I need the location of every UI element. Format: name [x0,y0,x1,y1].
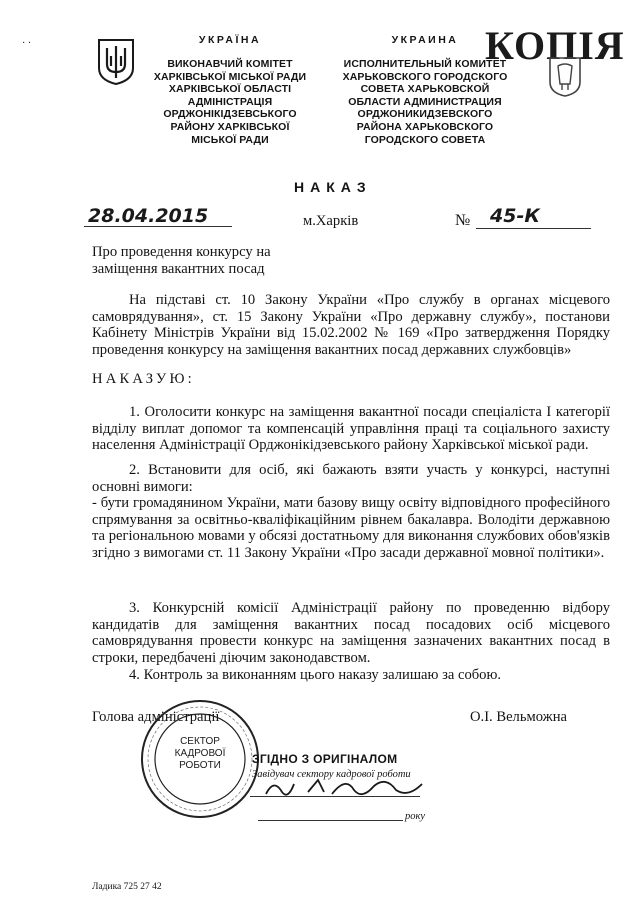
seal-line: КАДРОВОЇ [174,748,226,759]
item-2-requirements: - бути громадянином України, мати базову вищу освіту відповідного професійного спрямування за освітньо-кваліфікаційним рівнем бакалавра. Володіти державною та регіональною мовами у обсязі достатньому для виконання службових обов'язків згідно з вимогами ст. 11 Закону України «Про засади державної мовної політики». [92,495,610,561]
number-line [476,228,591,229]
item-4: 4. Контроль за виконанням цього наказу залишаю за собою. [129,667,502,683]
header-left-country: УКРАЇНА [198,34,262,46]
header-left-line: РАЙОНУ ХАРКІВСЬКОЇ [170,120,290,133]
header-left-line: МІСЬКОЇ РАДИ [191,133,269,146]
header-right-line: РАЙОНА ХАРЬКОВСКОГО [356,120,494,133]
footer-contact: Ладика 725 27 42 [92,882,162,892]
certification-year-suffix: року [405,811,426,822]
coat-of-arms-left-icon [97,38,135,86]
subject-line: заміщення вакантних посад [92,260,265,277]
handwritten-signature-icon [262,774,432,802]
certification-subtitle: Завідувач сектору кадрової роботи [252,769,411,780]
header-right-line: ОБЛАСТИ АДМИНИСТРАЦИЯ [348,95,502,108]
scan-specks: · · [22,38,32,49]
item-2: 2. Встановити для осіб, які бажають взяти участь у конкурсі, наступні основні вимоги: [92,462,610,495]
header-right-line: СОВЕТА ХАРЬКОВСКОЙ [360,83,490,96]
certification-date-line [258,820,403,821]
subject-line: Про проведення конкурсу на [92,244,271,260]
seal-line: СЕКТОР [180,736,220,747]
header-right-line: ОРДЖОНИКИДЗЕВСКОГО [357,108,493,121]
doc-title: НАКАЗ [294,179,372,195]
preamble: На підставі ст. 10 Закону України «Про службу в органах місцевого самоврядування», ст. 15 Закону України «Про державну службу», постанови Кабінету Міністрів України від 15.02.2002 № 169 «Про затвердження Порядку проведення конкурсу на заміщення вакантних посад державних службовців» [92,292,610,358]
header-right-line: ГОРОДСКОГО СОВЕТА [364,133,486,146]
header-right-line: ХАРЬКОВСКОГО ГОРОДСКОГО [342,70,508,83]
certification-title: ЗГІДНО З ОРИГІНАЛОМ [252,752,398,766]
header-left-org [140,58,320,146]
header-left-line: ОРДЖОНІКІДЗЕВСЬКОГО [163,108,297,121]
header-left-line: ХАРКІВСЬКОЇ ОБЛАСТІ [168,83,292,96]
seal-inner-text [165,736,235,772]
number-sign: № [455,212,471,229]
header-left-line: ВИКОНАВЧИЙ КОМІТЕТ [167,58,293,70]
seal-line: РОБОТИ [179,760,221,771]
signature-role: Голова адміністрації [92,709,220,725]
header-right-org [330,58,520,146]
order-word: НАКАЗУЮ: [92,371,195,387]
item-1: 1. Оголосити конкурс на заміщення вакантної посади спеціаліста І категорії відділу виплат допомог та компенсацій управління праці та соціального захисту населення Адміністрації Орджонікідзевського району Харківської міської ради. [92,404,610,453]
subject [92,244,352,277]
header-left-line: ХАРКІВСЬКОЇ МІСЬКОЇ РАДИ [153,70,307,83]
city-label: м.Харків [303,213,359,229]
header-right-line: ИСПОЛНИТЕЛЬНЫЙ КОМИТЕТ [343,58,507,70]
header-right-country: УКРАИНА [391,34,459,46]
header-left-line: АДМІНІСТРАЦІЯ [187,95,273,108]
number-handwritten: 45-К [490,205,540,227]
date-handwritten: 28.04.2015 [88,205,209,227]
signature-name: О.І. Вельможна [470,709,568,725]
copy-stamp: КОПІЯ [485,23,625,68]
item-3: 3. Конкурсній комісії Адміністрації району по проведенню відбору кандидатів для заміщення вакантних посад посадових осіб місцевого самоврядування провести конкурс на заміщення зазначених вакантних посад в строки, передбачені діючим законодавством. [92,600,610,666]
coat-of-arms-right-icon [548,56,582,98]
